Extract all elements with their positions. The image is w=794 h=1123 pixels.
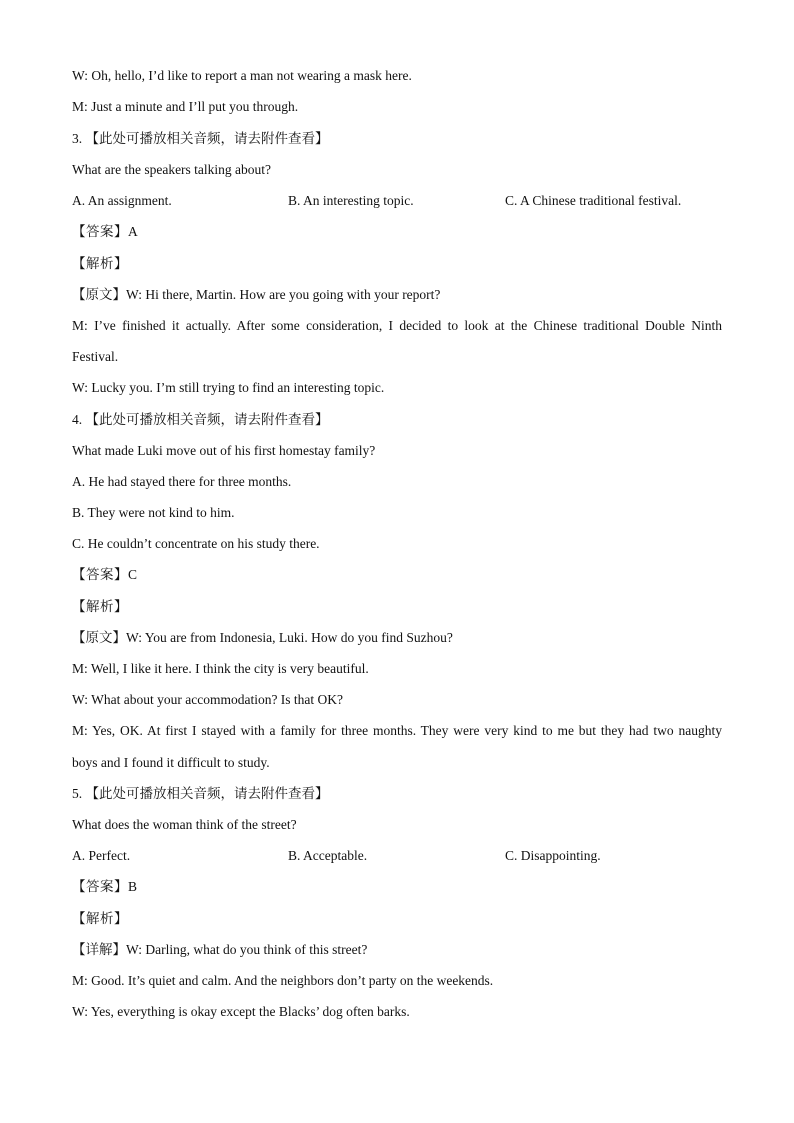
question-4-stem: What made Luki move out of his first homestay family? (72, 443, 376, 458)
transcript-line: Festival. (72, 349, 119, 364)
transcript-line: 【详解】W: Darling, what do you think of this street? (72, 942, 368, 957)
question-3-heading: 3. 【此处可播放相关音频，请去附件查看】 (72, 131, 329, 146)
question-5-heading: 5. 【此处可播放相关音频，请去附件查看】 (72, 786, 329, 801)
dialogue-line: W: Oh, hello, I’d like to report a man not wearing a mask here. (72, 68, 412, 83)
option-a: A. He had stayed there for three months. (72, 474, 292, 489)
transcript-line: W: Lucky you. I’m still trying to find an interesting topic. (72, 380, 385, 395)
transcript-line: M: I’ve finished it actually. After some consideration, I decided to look at the Chinese traditional Double Ninth (72, 318, 722, 333)
option-c: C. Disappointing. (505, 848, 601, 863)
analysis-label: 【解析】 (72, 911, 128, 926)
transcript-line: boys and I found it difficult to study. (72, 755, 270, 770)
transcript-line: M: Well, I like it here. I think the city is very beautiful. (72, 661, 369, 676)
transcript-line: M: Yes, OK. At first I stayed with a family for three months. They were very kind to me but they had two naughty (72, 723, 722, 738)
answer-label: 【答案】C (72, 567, 138, 582)
option-b: B. An interesting topic. (288, 193, 414, 208)
transcript-line: 【原文】W: Hi there, Martin. How are you going with your report? (72, 287, 441, 302)
answer-label: 【答案】B (72, 879, 138, 894)
question-4-heading: 4. 【此处可播放相关音频，请去附件查看】 (72, 412, 329, 427)
option-b: B. Acceptable. (288, 848, 368, 863)
option-a: A. Perfect. (72, 848, 131, 863)
transcript-line: W: Yes, everything is okay except the Blacks’ dog often barks. (72, 1004, 410, 1019)
transcript-line: 【原文】W: You are from Indonesia, Luki. How do you find Suzhou? (72, 630, 453, 645)
dialogue-line: M: Just a minute and I’ll put you through. (72, 99, 299, 114)
analysis-label: 【解析】 (72, 256, 128, 271)
transcript-line: M: Good. It’s quiet and calm. And the neighbors don’t party on the weekends. (72, 973, 494, 988)
option-a: A. An assignment. (72, 193, 172, 208)
question-3-stem: What are the speakers talking about? (72, 162, 272, 177)
transcript-line: W: What about your accommodation? Is that OK? (72, 692, 344, 707)
question-5-options (72, 847, 722, 865)
option-b: B. They were not kind to him. (72, 505, 235, 520)
question-5-stem: What does the woman think of the street? (72, 817, 297, 832)
option-c: C. A Chinese traditional festival. (505, 193, 682, 208)
analysis-label: 【解析】 (72, 599, 128, 614)
question-3-options (72, 192, 722, 210)
answer-label: 【答案】A (72, 224, 139, 239)
option-c: C. He couldn’t concentrate on his study there. (72, 536, 320, 551)
